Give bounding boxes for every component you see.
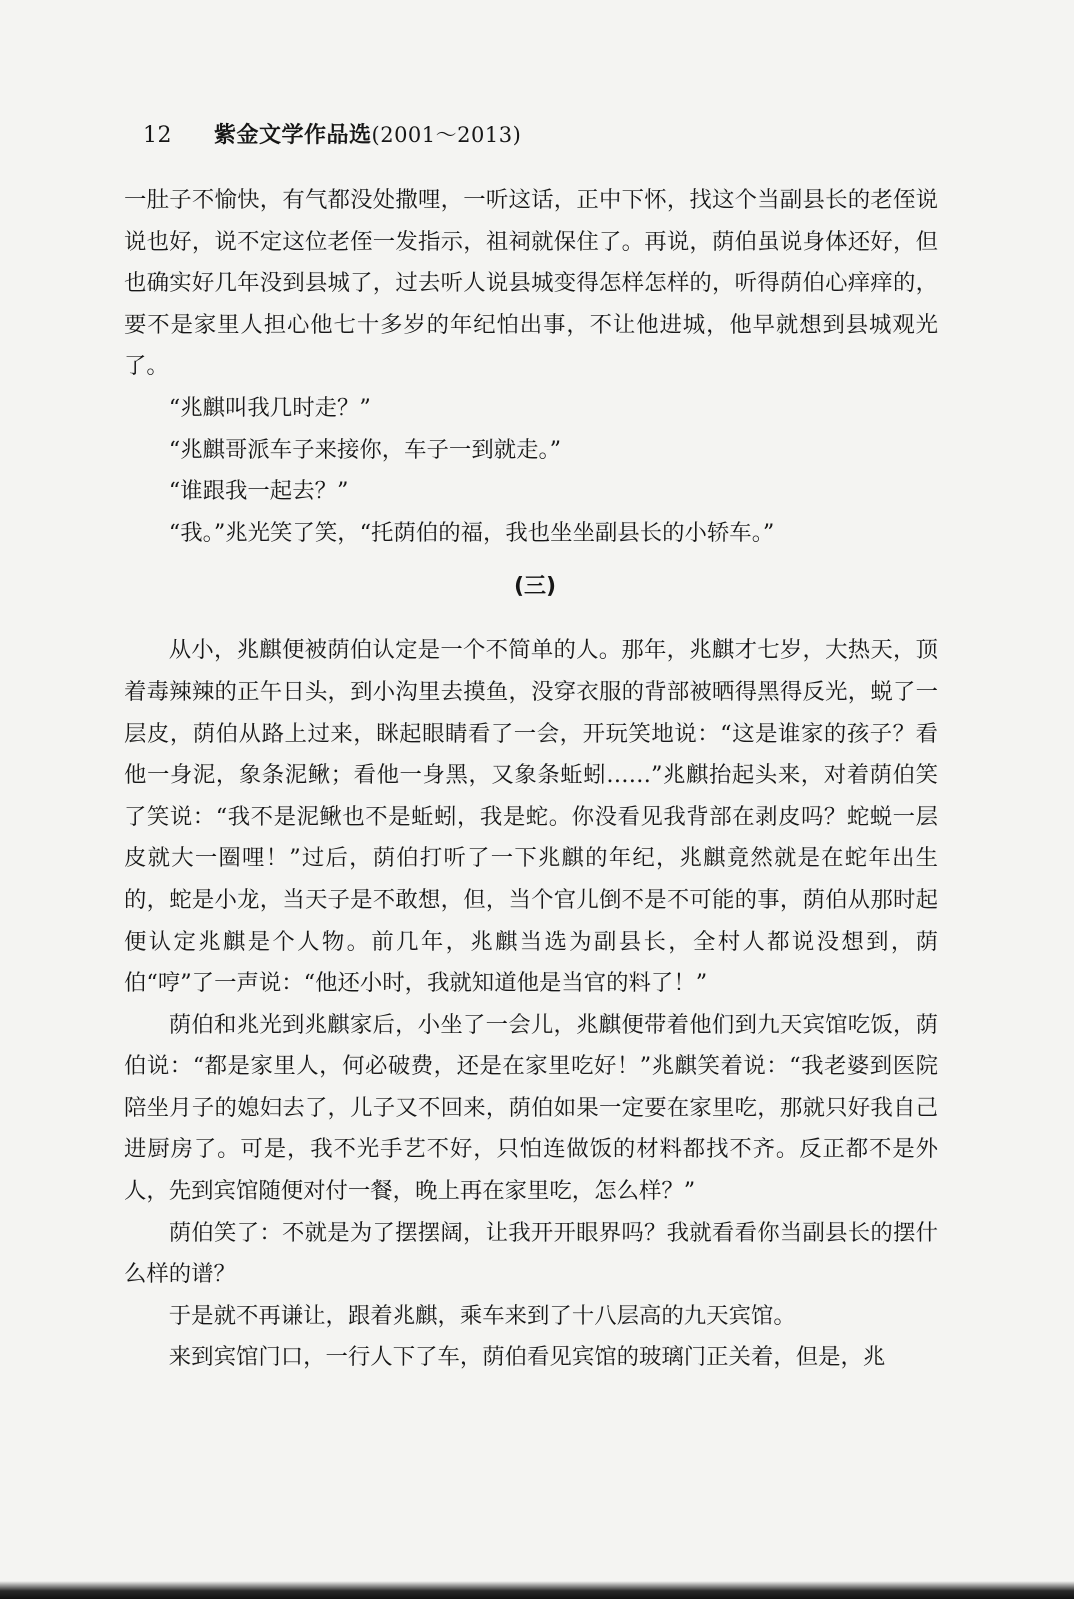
- section-heading: (三): [513, 574, 557, 600]
- paragraph: “谁跟我一起去？”: [168, 478, 349, 505]
- paragraph: “我。”兆光笑了笑，“托荫伯的福，我也坐坐副县长的小轿车。”: [168, 519, 775, 546]
- running-header: [143, 118, 521, 149]
- paragraph: 来到宾馆门口，一行人下了车，荫伯看见宾馆的玻璃门正关着，但是，兆: [168, 1344, 886, 1371]
- page-number: 12: [143, 123, 172, 148]
- body-text: [124, 180, 938, 1379]
- scan-bottom-edge: [0, 1581, 1074, 1599]
- book-years: (2001～2013): [371, 123, 522, 147]
- paragraph: 一肚子不愉快，有气都没处撒哩，一听这话，正中下怀，找这个当副县长的老侄说说也好，说不定这位老侄一发指示，祖祠就保住了。再说，荫伯虽说身体还好，但也确实好几年没到县城了，过去听人说县城变得怎样怎样的，听得荫伯心痒痒的，要不是家里人担心他七十多岁的年纪怕出事，不让他进城，他早就想到县城观光了。: [124, 187, 938, 380]
- paragraph: “兆麒叫我几时走？”: [168, 394, 371, 421]
- paragraph: 于是就不再谦让，跟着兆麒，乘车来到了十八层高的九天宾馆。: [168, 1302, 796, 1329]
- paragraph: 荫伯笑了：不就是为了摆摆阔，让我开开眼界吗？我就看看你当副县长的摆什么样的谱？: [124, 1219, 938, 1288]
- paragraph: “兆麒哥派车子来接你，车子一到就走。”: [168, 436, 562, 463]
- book-title: 紫金文学作品选: [214, 123, 372, 148]
- paragraph: 从小，兆麒便被荫伯认定是一个不简单的人。那年，兆麒才七岁，大热天，顶着毒辣辣的正午日头，到小沟里去摸鱼，没穿衣服的背部被晒得黑得反光，蜕了一层皮，荫伯从路上过来，眯起眼睛看了一会，开玩笑地说：“这是谁家的孩子？看他一身泥，象条泥鳅；看他一身黑，又象条蚯蚓……”兆麒抬起头来，对着荫伯笑了笑说：“我不是泥鳅也不是蚯蚓，我是蛇。你没看见我背部在剥皮吗？蛇蜕一层皮就大一圈哩！”过后，荫伯打听了一下兆麒的年纪，兆麒竟然就是在蛇年出生的，蛇是小龙，当天子是不敢想，但，当个官儿倒不是不可能的事，荫伯从那时起便认定兆麒是个人物。前几年，兆麒当选为副县长，全村人都说没想到，荫伯“哼”了一声说：“他还小时，我就知道他是当官的料了！”: [124, 637, 938, 997]
- paragraph: 荫伯和兆光到兆麒家后，小坐了一会儿，兆麒便带着他们到九天宾馆吃饭，荫伯说：“都是家里人，何必破费，还是在家里吃好！”兆麒笑着说：“我老婆到医院陪坐月子的媳妇去了，儿子又不回来，荫伯如果一定要在家里吃，那就只好我自己进厨房了。可是，我不光手艺不好，只怕连做饭的材料都找不齐。反正都不是外人，先到宾馆随便对付一餐，晚上再在家里吃，怎么样？”: [124, 1011, 938, 1205]
